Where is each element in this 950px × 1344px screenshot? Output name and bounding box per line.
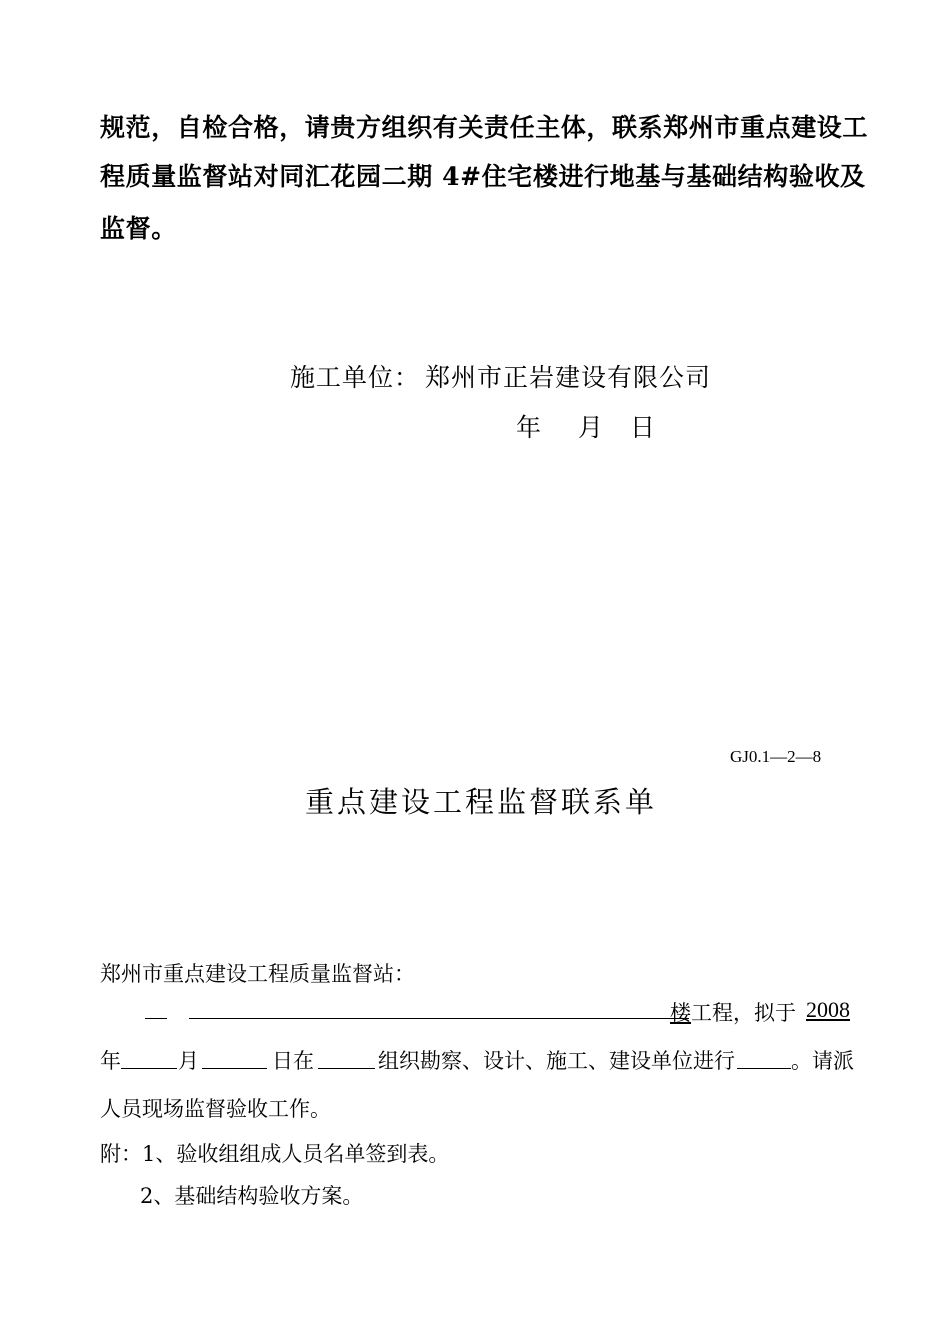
blank-inspection-type	[737, 1068, 791, 1069]
organize-text: 组织勘察、设计、施工、建设单位进行	[378, 1049, 735, 1073]
construction-unit-name: 郑州市正岩建设有限公司	[425, 363, 712, 392]
date-day-label: 日	[630, 413, 656, 442]
paragraph-line-1: 规范，自检合格，请贵方组织有关责任主体，联系郑州市重点建设工	[100, 113, 869, 142]
building-label: 楼	[670, 1001, 691, 1025]
request-text: 人员现场监督验收工作。	[100, 1097, 331, 1121]
year-label: 年	[100, 1049, 121, 1073]
blank-line-prefix	[145, 1018, 167, 1019]
day-label: 日在	[272, 1049, 314, 1073]
construction-unit-label: 施工单位：	[290, 363, 421, 392]
plan-text: 工程，拟于	[691, 1001, 796, 1025]
blank-month	[121, 1068, 177, 1069]
month-label: 月	[178, 1049, 199, 1073]
paragraph-line-3: 监督。	[100, 214, 177, 243]
blank-location	[318, 1068, 375, 1069]
date-month-label: 月	[578, 413, 604, 442]
addressee: 郑州市重点建设工程质量监督站：	[100, 962, 415, 986]
date-year-label: 年	[516, 413, 542, 442]
form-code: GJ0.1—2—8	[730, 747, 822, 766]
attachment-1: 附：1、验收组组成人员名单签到表。	[100, 1142, 450, 1166]
project-suffix	[670, 997, 796, 1027]
plan-year: 2008	[806, 997, 850, 1022]
form-title: 重点建设工程监督联系单	[305, 785, 658, 819]
blank-day	[202, 1068, 267, 1069]
please-send-text: 。请派	[791, 1049, 854, 1073]
blank-line-project-name	[189, 1018, 689, 1019]
paragraph-line-2: 程质量监督站对同汇花园二期 4#住宅楼进行地基与基础结构验收及	[100, 162, 866, 191]
attachment-2: 2、基础结构验收方案。	[140, 1184, 364, 1208]
